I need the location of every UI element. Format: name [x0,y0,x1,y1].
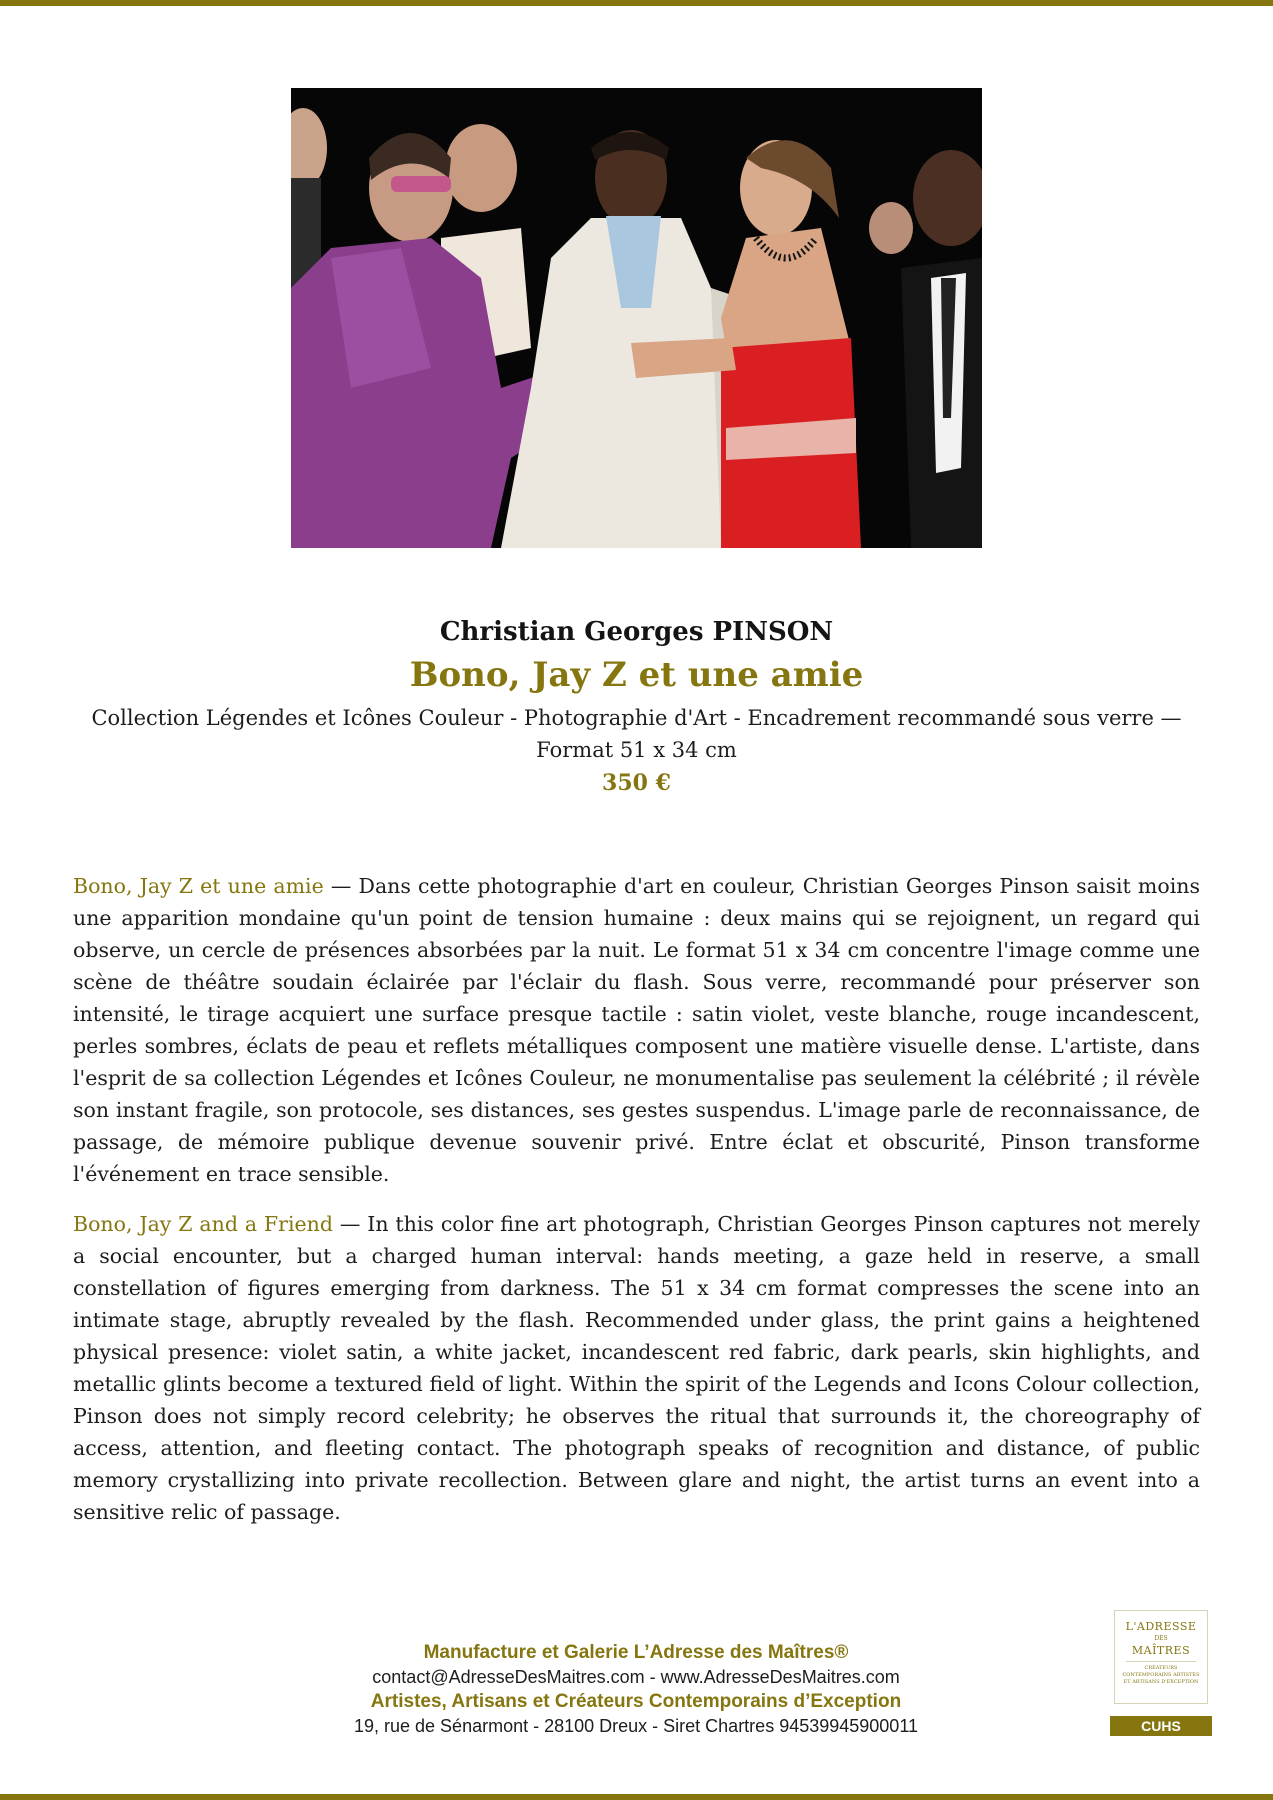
artist-name: Christian Georges PINSON [439,617,834,647]
logo-line-4: CRÉATEURS CONTEMPORAINS ARTISTES ET ARTISANS D'EXCEPTION [1122,1665,1200,1685]
footer-tagline: Artistes, Artisans et Créateurs Contemporains d’Exception [370,1691,902,1712]
logo-divider [1126,1661,1196,1662]
description-en-text: — In this color fine art photograph, Christian Georges Pinson captures not merely a social encounter, but a charged human interval: hands meeting, a gaze held in reserve, a small constellation of figures emerging from darkness. The 51 x 34 cm format compresses the scene into an intimate stage, abruptly revealed by the flash. Recommended under glass, the print gains a heightened physical presence: violet satin, a white jacket, incandescent red fabric, dark pearls, skin highlights, and metallic glints become a textured field of light. Within the spirit of the Legends and Icons Colour collection, Pinson does not simply record celebrity; he observes the ritual that surrounds it, the choreography of access, attention, and fleeting contact. The photograph speaks of recognition and distance, of public memory crystallizing into private recollection. Between glare and night, the artist turns an event into a sensitive relic of passage. [73,1212,1200,1524]
description-fr-text: — Dans cette photographie d'art en couleur, Christian Georges Pinson saisit moins une apparition mondaine qu'un point de tension humaine : deux mains qui se rejoignent, un regard qui observe, un cercle de présences absorbées par la nuit. Le format 51 x 34 cm concentre l'image comme une scène de théâtre soudain éclairée par l'éclair du flash. Sous verre, recommandé pour préserver son intensité, le tirage acquiert une surface presque tactile : satin violet, veste blanche, rouge incandescent, perles sombres, éclats de peau et reflets métalliques composent une matière visuelle dense. L'artiste, dans l'esprit de sa collection Légendes et Icônes Couleur, ne monumentalise pas seulement la célébrité ; il révèle son instant fragile, son protocole, ses distances, ses gestes suspendus. L'image parle de reconnaissance, de passage, de mémoire publique devenue souvenir privé. Entre éclat et obscurité, Pinson transforme l'événement en trace sensible. [73,874,1200,1186]
description-fr [73,870,1200,1190]
footer-address: 19, rue de Sénarmont - 28100 Dreux - Siret Chartres 94539945900011 [353,1716,919,1736]
artwork-header [60,612,1213,800]
footer-contact: contact@AdresseDesMaitres.com - www.AdresseDesMaitres.com [372,1667,900,1687]
logo-line-3: MAÎTRES [1131,1644,1191,1657]
logo-line-2: DES [1154,1635,1168,1642]
artwork-price: 350 € [602,770,671,796]
artwork-title: Bono, Jay Z et une amie [409,655,864,695]
footer-gallery: Manufacture et Galerie L’Adresse des Maîtres® [423,1642,849,1663]
artwork-photo [291,88,982,548]
description [73,870,1200,1546]
artwork-subtitle: Collection Légendes et Icônes Couleur - Photographie d'Art - Encadrement recommandé sous verre — Format 51 x 34 cm [91,706,1182,762]
description-fr-lead: Bono, Jay Z et une amie [73,874,324,898]
description-en [73,1208,1200,1528]
footer [236,1640,1036,1738]
top-rule [0,0,1273,6]
cuhs-badge: CUHS [1110,1716,1212,1736]
gallery-logo [1114,1610,1208,1704]
logo-line-1: L'ADRESSE [1125,1620,1197,1633]
description-en-lead: Bono, Jay Z and a Friend [73,1212,333,1236]
bottom-rule [0,1794,1273,1800]
